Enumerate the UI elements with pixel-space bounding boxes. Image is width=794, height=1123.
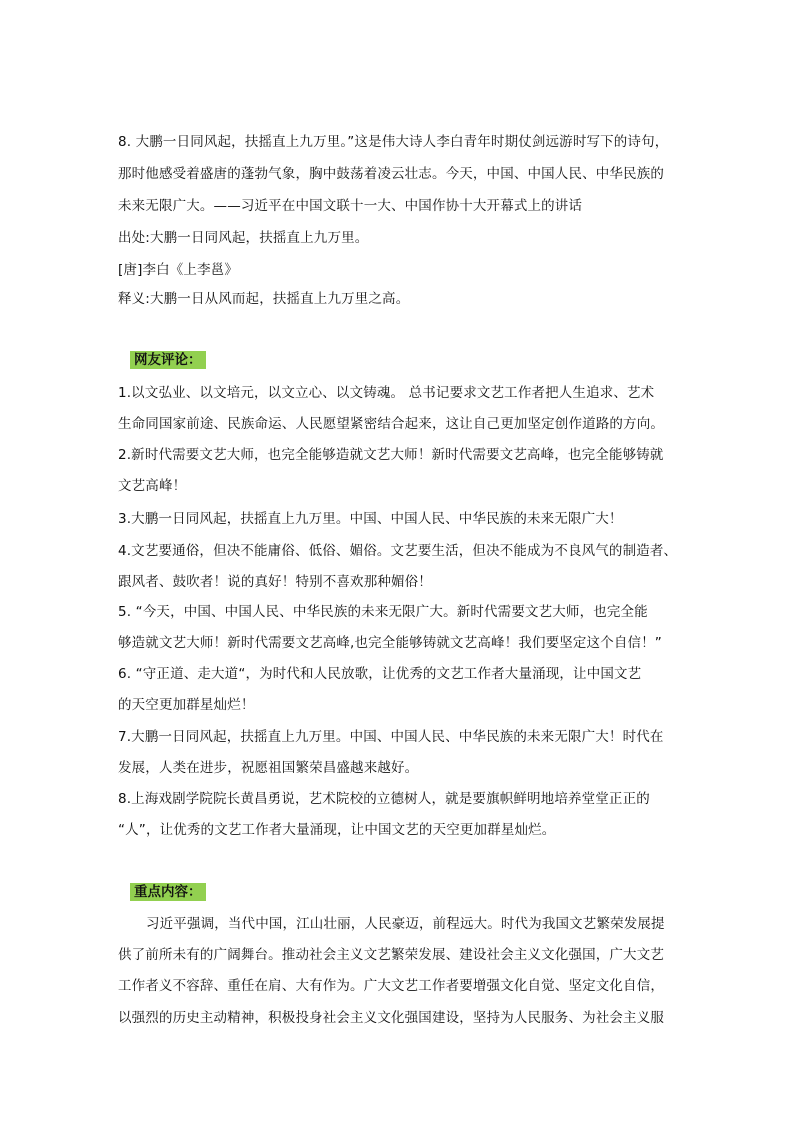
comment-line: 5. “今天，中国、中国人民、中华民族的未来无限广大。新时代需要文艺大师，也完全能 (118, 604, 648, 620)
quote-line: 那时他感受着盛唐的蓬勃气象，胸中鼓荡着凌云壮志。今天，中国、中国人民、中华民族的 (118, 166, 664, 182)
key-content-line: 以强烈的历史主动精神，积极投身社会主义文化强国建设，坚持为人民服务、为社会主义服 (118, 1010, 664, 1026)
comment-line: 2.新时代需要文艺大师，也完全能够造就文艺大师！新时代需要文艺高峰，也完全能够铸就 (118, 447, 664, 463)
comment-line: 6. “守正道、走大道“，为时代和人民放歌，让优秀的文艺工作者大量涌现，让中国文艺 (118, 666, 642, 682)
quote-line: 未来无限广大。——习近平在中国文联十一大、中国作协十大开幕式上的讲话 (118, 198, 583, 214)
comment-line: 1.以文弘业、以文培元，以文立心、以文铸魂。 总书记要求文艺工作者把人生追求、艺术 (118, 385, 655, 401)
comment-line: “人”，让优秀的文艺工作者大量涌现，让中国文艺的天空更加群星灿烂。 (118, 822, 556, 838)
comments-section-label: 网友评论： (130, 351, 206, 369)
comment-line: 生命同国家前途、民族命运、人民愿望紧密结合起来，这让自己更加坚定创作道路的方向。 (118, 416, 664, 432)
key-content-section-label: 重点内容： (130, 883, 206, 901)
comment-line: 够造就文艺大师！新时代需要文艺高峰,也完全能够铸就文艺高峰！我们要坚定这个自信！” (118, 635, 662, 651)
source-line: 出处:大鹏一日同风起，扶摇直上九万里。 (118, 230, 369, 246)
comment-line: 4.文艺要通俗，但决不能庸俗、低俗、媚俗。文艺要生活，但决不能成为不良风气的制造者、 (118, 543, 678, 559)
meaning-line: 释义:大鹏一日从风而起，扶摇直上九万里之高。 (118, 291, 410, 307)
comment-line: 的天空更加群星灿烂！ (118, 697, 255, 713)
key-content-line: 供了前所未有的广阔舞台。推动社会主义文艺繁荣发展、建设社会主义文化强国，广大文艺 (118, 947, 664, 963)
author-line: [唐]李白《上李邕》 (118, 262, 239, 278)
comment-line: 跟风者、鼓吹者！说的真好！特别不喜欢那种媚俗！ (118, 574, 432, 590)
comment-line: 8.上海戏剧学院院长黄昌勇说，艺术院校的立德树人，就是要旗帜鲜明地培养堂堂正正的 (118, 791, 650, 807)
comment-line: 文艺高峰！ (118, 478, 187, 494)
key-content-line: 习近平强调，当代中国，江山壮丽，人民豪迈，前程远大。时代为我国文艺繁荣发展提 (146, 916, 665, 932)
comment-line: 发展，人类在进步，祝愿祖国繁荣昌盛越来越好。 (118, 760, 419, 776)
comment-line: 7.大鹏一日同风起，扶摇直上九万里。中国、中国人民、中华民族的未来无限广大！时代在 (118, 729, 664, 745)
quote-line: 8. 大鹏一日同风起，扶摇直上九万里。”这是伟大诗人李白青年时期仗剑远游时写下的诗句， (118, 134, 669, 150)
comment-line: 3.大鹏一日同风起，扶摇直上九万里。中国、中国人民、中华民族的未来无限广大！ (118, 511, 623, 527)
key-content-line: 工作者义不容辞、重任在肩、大有作为。广大文艺工作者要增强文化自觉、坚定文化自信， (118, 978, 664, 994)
